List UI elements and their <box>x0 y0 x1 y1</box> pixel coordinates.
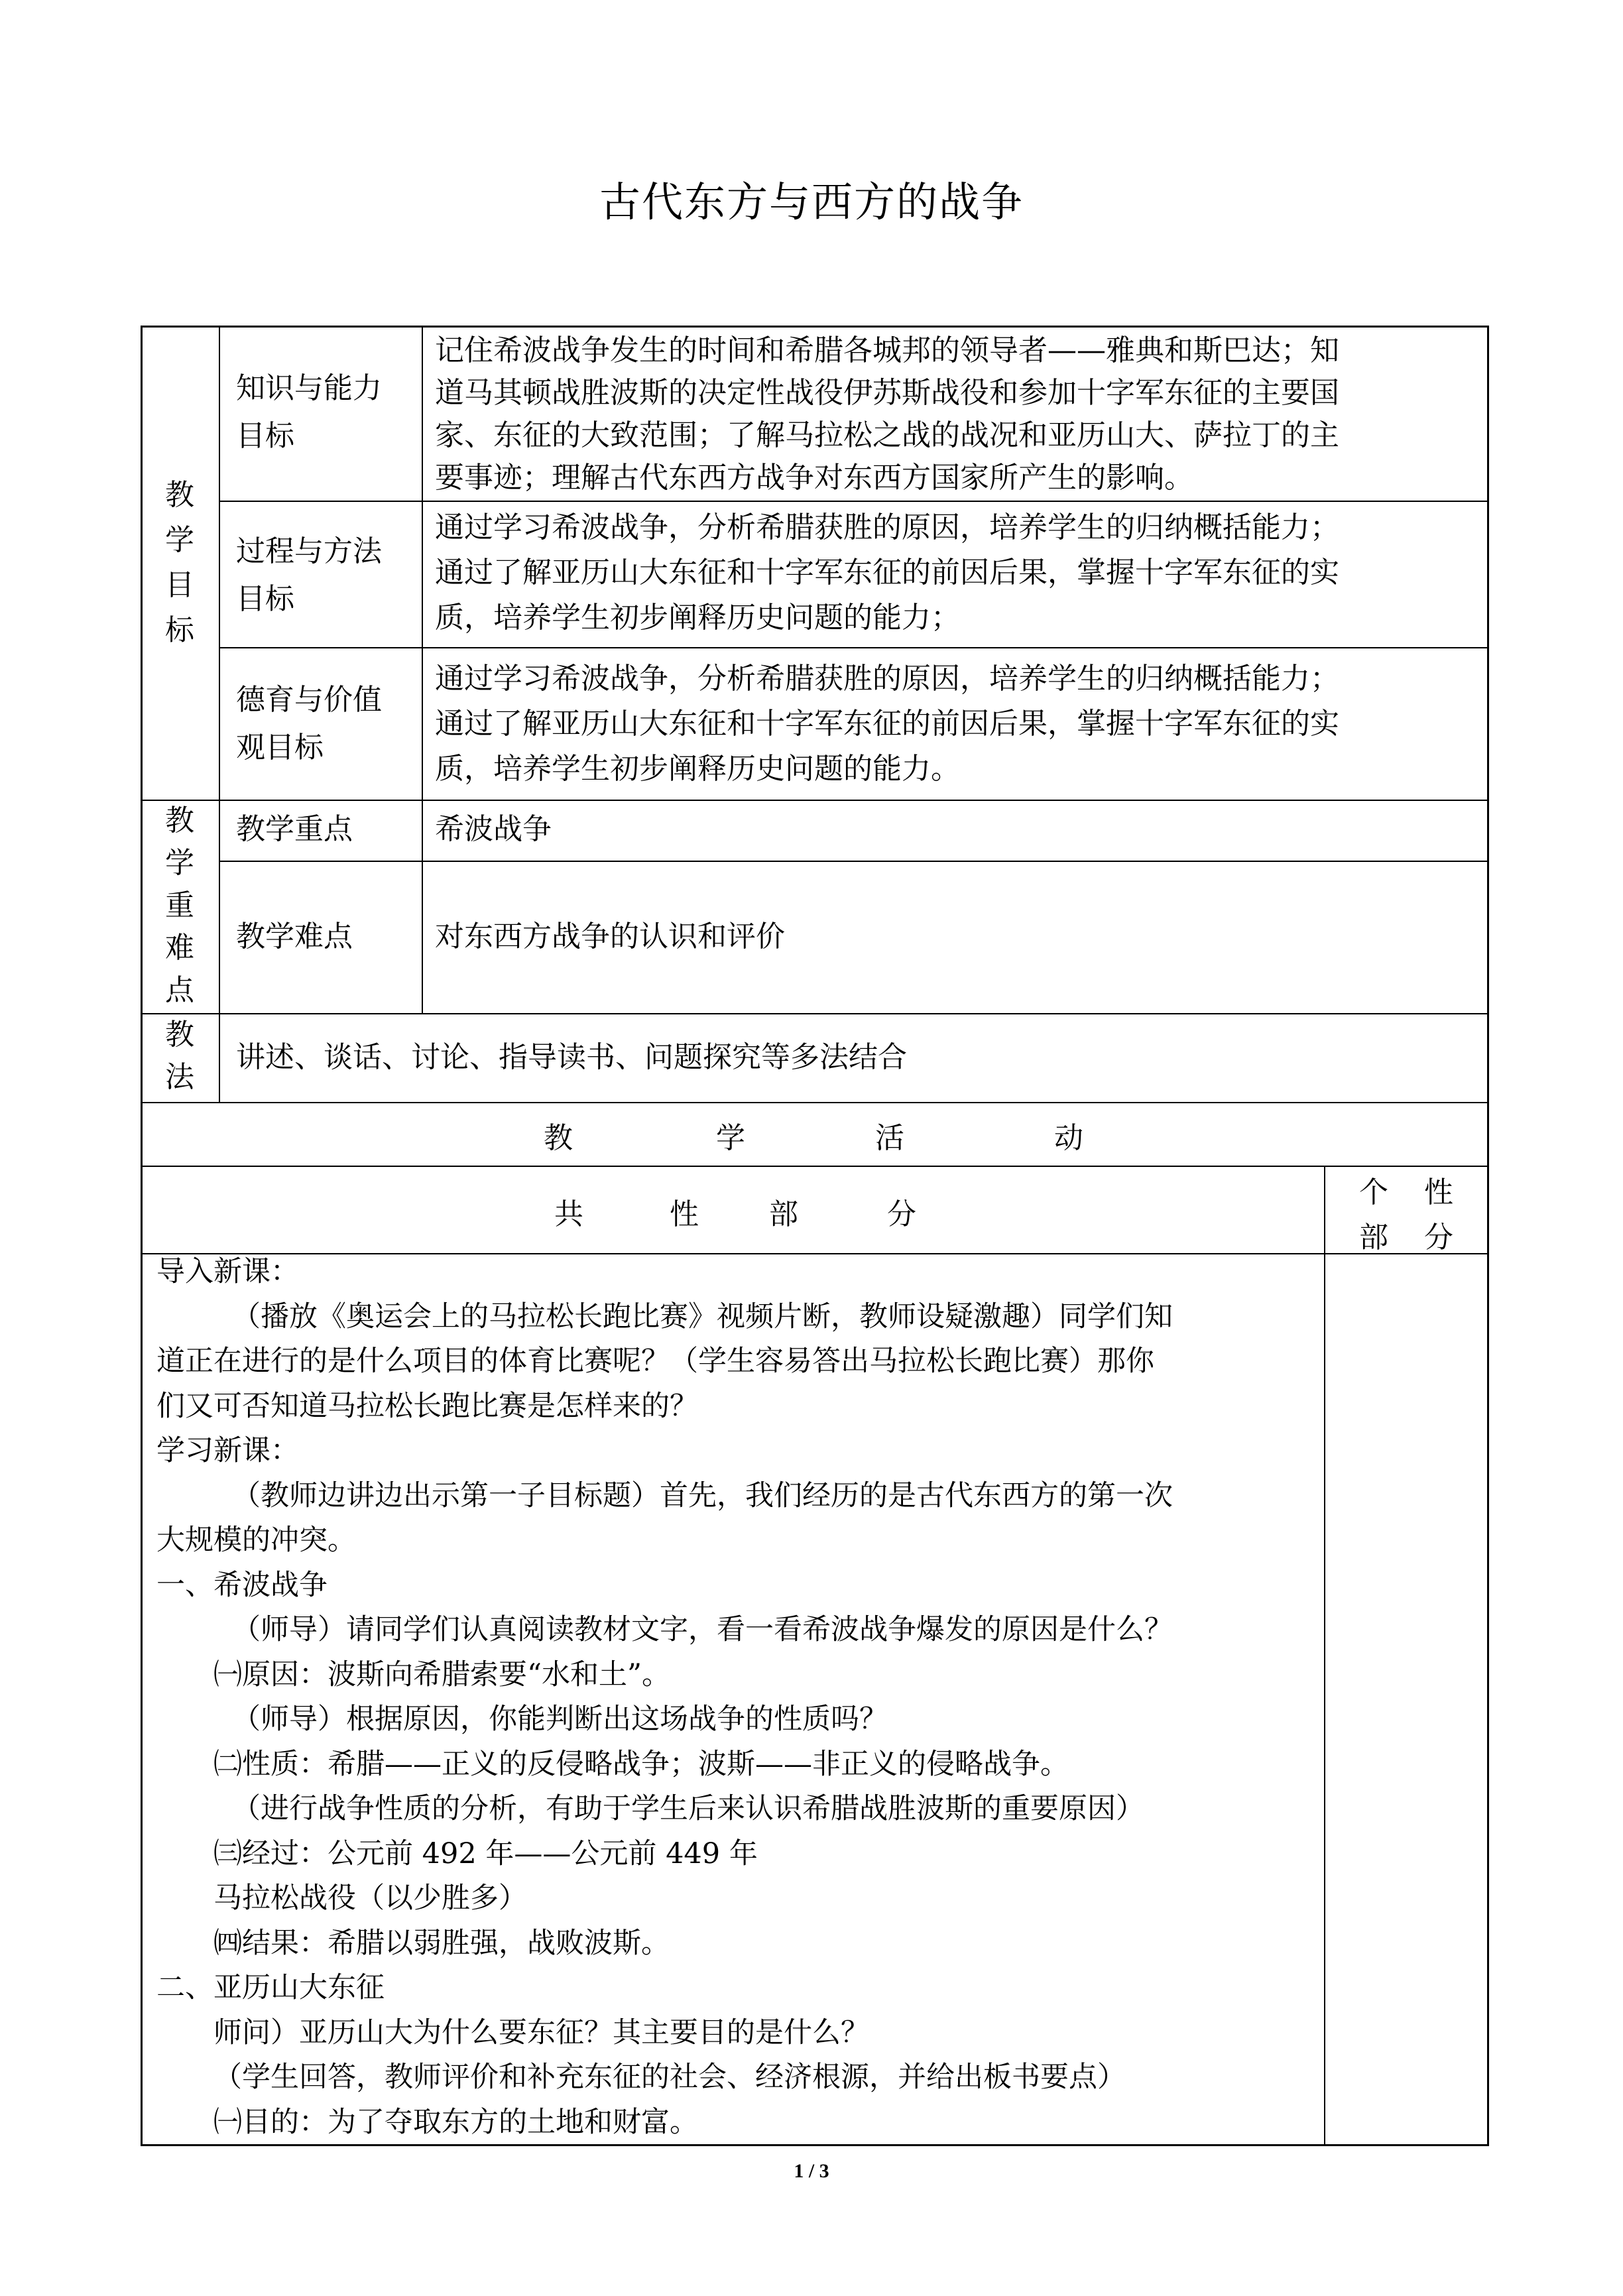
body-line: （播放《奥运会上的马拉松长跑比赛》视频片断，教师设疑激趣）同学们知 <box>232 1299 1173 1333</box>
body-line: 大规模的冲突。 <box>156 1524 356 1557</box>
objective-text-moral <box>435 656 1339 792</box>
objectives-header-text: 教学目标 <box>165 478 194 647</box>
activities-char: 学 <box>716 1121 745 1155</box>
individual-char: 个 <box>1359 1176 1388 1209</box>
body-line: 们又可否知道马拉松长跑比赛是怎样来的？ <box>156 1389 698 1423</box>
page-number: 1 / 3 <box>794 2160 829 2182</box>
objective-line: 通过了解亚历山大东征和十字军东征的前因后果，掌握十字军东征的实 <box>435 556 1339 589</box>
body-line: ㈠原因：波斯向希腊索要“水和土”。 <box>213 1658 670 1691</box>
body-line: 导入新课： <box>156 1255 299 1288</box>
common-char: 分 <box>887 1197 916 1231</box>
body-line: 师问）亚历山大为什么要东征？其主要目的是什么？ <box>213 2016 869 2049</box>
objective-line: 质，培养学生初步阐释历史问题的能力。 <box>435 752 960 786</box>
body-line: 道正在进行的是什么项目的体育比赛呢？（学生容易答出马拉松长跑比赛）那你 <box>156 1345 1154 1378</box>
individual-char: 部 <box>1359 1221 1388 1254</box>
body-line: ㈠目的：为了夺取东方的土地和财富。 <box>213 2105 698 2139</box>
section-heading: 一、希波战争 <box>156 1568 328 1602</box>
label-line: 过程与方法 <box>236 534 382 568</box>
body-line: ㈣结果：希腊以弱胜强，战败波斯。 <box>213 1926 670 1960</box>
label-line: 观目标 <box>236 731 324 764</box>
focus-label: 教学重点 <box>236 812 353 846</box>
label-line: 目标 <box>236 582 294 616</box>
difficulty-label: 教学难点 <box>236 920 353 953</box>
objective-label-moral <box>236 676 382 772</box>
objective-line: 质，培养学生初步阐释历史问题的能力； <box>435 601 960 634</box>
method-header-text: 教法 <box>165 1018 194 1094</box>
objective-line: 通过了解亚历山大东征和十字军东征的前因后果，掌握十字军东征的实 <box>435 707 1339 741</box>
activities-char: 活 <box>875 1121 904 1155</box>
body-line: 马拉松战役（以少胜多） <box>213 1882 527 1915</box>
objectives-header <box>143 473 216 653</box>
body-line: （师导）根据原因，你能判断出这场战争的性质吗？ <box>232 1703 888 1736</box>
method-header <box>143 1014 216 1099</box>
method-value: 讲述、谈话、讨论、指导读书、问题探究等多法结合 <box>236 1040 907 1074</box>
page-title: 古代东方与西方的战争 <box>599 178 1024 226</box>
key-points-header <box>143 800 216 1012</box>
objective-line: 要事迹；理解古代东西方战争对东西方国家所产生的影响。 <box>435 461 1193 495</box>
activities-char: 动 <box>1054 1121 1083 1155</box>
individual-char: 性 <box>1424 1176 1453 1209</box>
body-line: （教师边讲边出示第一子目标题）首先，我们经历的是古代东西方的第一次 <box>232 1479 1173 1512</box>
common-char: 部 <box>769 1197 798 1231</box>
label-line: 知识与能力 <box>236 371 382 405</box>
difficulty-value: 对东西方战争的认识和评价 <box>435 920 785 953</box>
body-line: （进行战争性质的分析，有助于学生后来认识希腊战胜波斯的重要原因） <box>232 1792 1144 1825</box>
objective-line: 通过学习希波战争，分析希腊获胜的原因，培养学生的归纳概括能力； <box>435 662 1339 695</box>
body-line: （学生回答，教师评价和补充东征的社会、经济根源，并给出板书要点） <box>213 2061 1126 2094</box>
objective-text-process <box>435 505 1339 640</box>
body-line: ㈡性质：希腊——正义的反侵略战争；波斯——非正义的侵略战争。 <box>213 1747 1069 1781</box>
body-line: 学习新课： <box>156 1434 299 1467</box>
common-char: 性 <box>670 1197 699 1231</box>
objective-line: 记住希波战争发生的时间和希腊各城邦的领导者——雅典和斯巴达；知 <box>435 333 1339 367</box>
objective-line: 道马其顿战胜波斯的决定性战役伊苏斯战役和参加十字军东征的主要国 <box>435 376 1339 410</box>
label-line: 德育与价值 <box>236 683 382 717</box>
body-line: ㈢经过：公元前 492 年——公元前 449 年 <box>213 1837 758 1870</box>
objective-label-process <box>236 528 382 623</box>
objective-line: 家、东征的大致范围；了解马拉松之战的战况和亚历山大、萨拉丁的主 <box>435 418 1339 452</box>
focus-value: 希波战争 <box>435 812 552 846</box>
section-heading: 二、亚历山大东征 <box>156 1971 385 2004</box>
individual-char: 分 <box>1424 1221 1453 1254</box>
body-line: （师导）请同学们认真阅读教材文字，看一看希波战争爆发的原因是什么？ <box>232 1613 1173 1646</box>
objective-label-knowledge <box>236 365 382 460</box>
objective-text-knowledge <box>435 330 1339 499</box>
common-char: 共 <box>554 1197 583 1231</box>
key-points-header-text: 教学重难点 <box>165 804 194 1007</box>
activities-char: 教 <box>544 1121 573 1155</box>
objective-line: 通过学习希波战争，分析希腊获胜的原因，培养学生的归纳概括能力； <box>435 511 1339 544</box>
label-line: 目标 <box>236 419 294 453</box>
lesson-body <box>156 1250 1317 2145</box>
